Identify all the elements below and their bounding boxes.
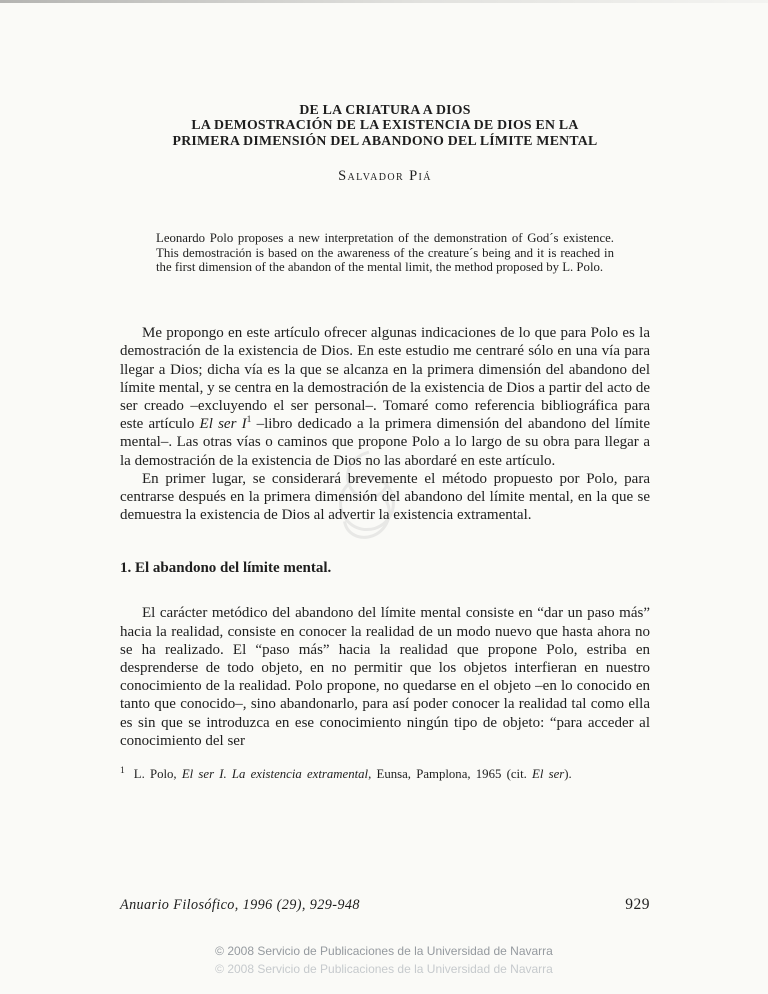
paragraph-3: El carácter metódico del abandono del límite mental consiste en “dar un paso más” hacia la realidad, consiste en conocer la realidad de un modo nuevo que hasta ahora no se ha realizado. El “paso más” hacia la realidad que propone Polo, estriba en desprenderse de todo objeto, en no permitir que los objetos interfieran en nuestro conocimiento de la realidad. Polo propone, no quedarse en el objeto –en lo conocido en tanto que conocido–, sino abandonarlo, para así poder conocer la realidad tal como ella es sin que se introduzca en ese conocimiento ningún tipo de objeto: “para acceder al conocimiento del ser: [120, 605, 650, 749]
paragraph-1-text: Me propongo en este artículo ofrecer algunas indicaciones de lo que para Polo es la demostración de la existencia de Dios. En este estudio me centraré sólo en una vía para llegar a Dios; dicha vía es la que se alcanza en la primera dimensión del abandono del límite mental, y se centra en la demostración de la existencia de Dios a partir del acto de ser creado –excluyendo el ser personal–. Tomaré como referencia bibliográfica para este artículo: [120, 325, 650, 433]
paragraph-1-text: –libro dedicado a la primera dimensión del abandono del límite mental–. Las otras vías o caminos que propone Polo a lo largo de su obra para llegar a la demostración de la existencia de Dios no las abordaré en este artículo.: [120, 416, 650, 469]
copyright-watermark-1: © 2008 Servicio de Publicaciones de la Universidad de Navarra: [215, 944, 553, 958]
author-name: Salvador Piá: [338, 168, 432, 185]
footnote-1-text: , Eunsa, Pamplona, 1965 (cit.: [368, 766, 533, 781]
abstract-text: Leonardo Polo proposes a new interpretation of the demonstration of God´s existence. This demostración is based on the awareness of the creature´s being and it is reached in the first dimension of the abandon of the mental limit, the method proposed by L. Polo.: [156, 231, 614, 274]
footnote-1-text: L. Polo,: [133, 766, 182, 781]
book-title-el-ser-i: El ser I: [199, 416, 247, 433]
section-1-heading: 1. El abandono del límite mental.: [120, 560, 332, 577]
journal-footer: [120, 896, 650, 914]
paragraph-1: [120, 324, 650, 470]
footnote-book-title: El ser I. La existencia extramental: [181, 766, 369, 781]
footnote-1-text: ).: [564, 766, 572, 781]
footnote-1-marker: 1: [120, 765, 125, 776]
title-line: LA DEMOSTRACIÓN DE LA EXISTENCIA DE DIOS EN LA: [191, 117, 579, 133]
paragraph-2: En primer lugar, se considerará brevemente el método propuesto por Polo, para centrarse después en la primera dimensión del abandono del límite mental, en la que se demuestra la existencia de Dios al advertir la existencia extramental.: [120, 470, 650, 524]
footnote-1: [120, 767, 650, 782]
copyright-watermark-2: © 2008 Servicio de Publicaciones de la Universidad de Navarra: [215, 962, 553, 976]
title-line: PRIMERA DIMENSIÓN DEL ABANDONO DEL LÍMITE MENTAL: [172, 132, 598, 148]
page-number: 929: [625, 896, 650, 913]
footnote-cit-title: El ser: [532, 766, 565, 781]
title-line: DE LA CRIATURA A DIOS: [299, 102, 471, 117]
article-title: [120, 0, 650, 148]
footnote-reference-1: 1: [246, 415, 252, 426]
journal-citation: Anuario Filosófico, 1996 (29), 929-948: [120, 897, 360, 913]
page-content: [120, 0, 650, 782]
